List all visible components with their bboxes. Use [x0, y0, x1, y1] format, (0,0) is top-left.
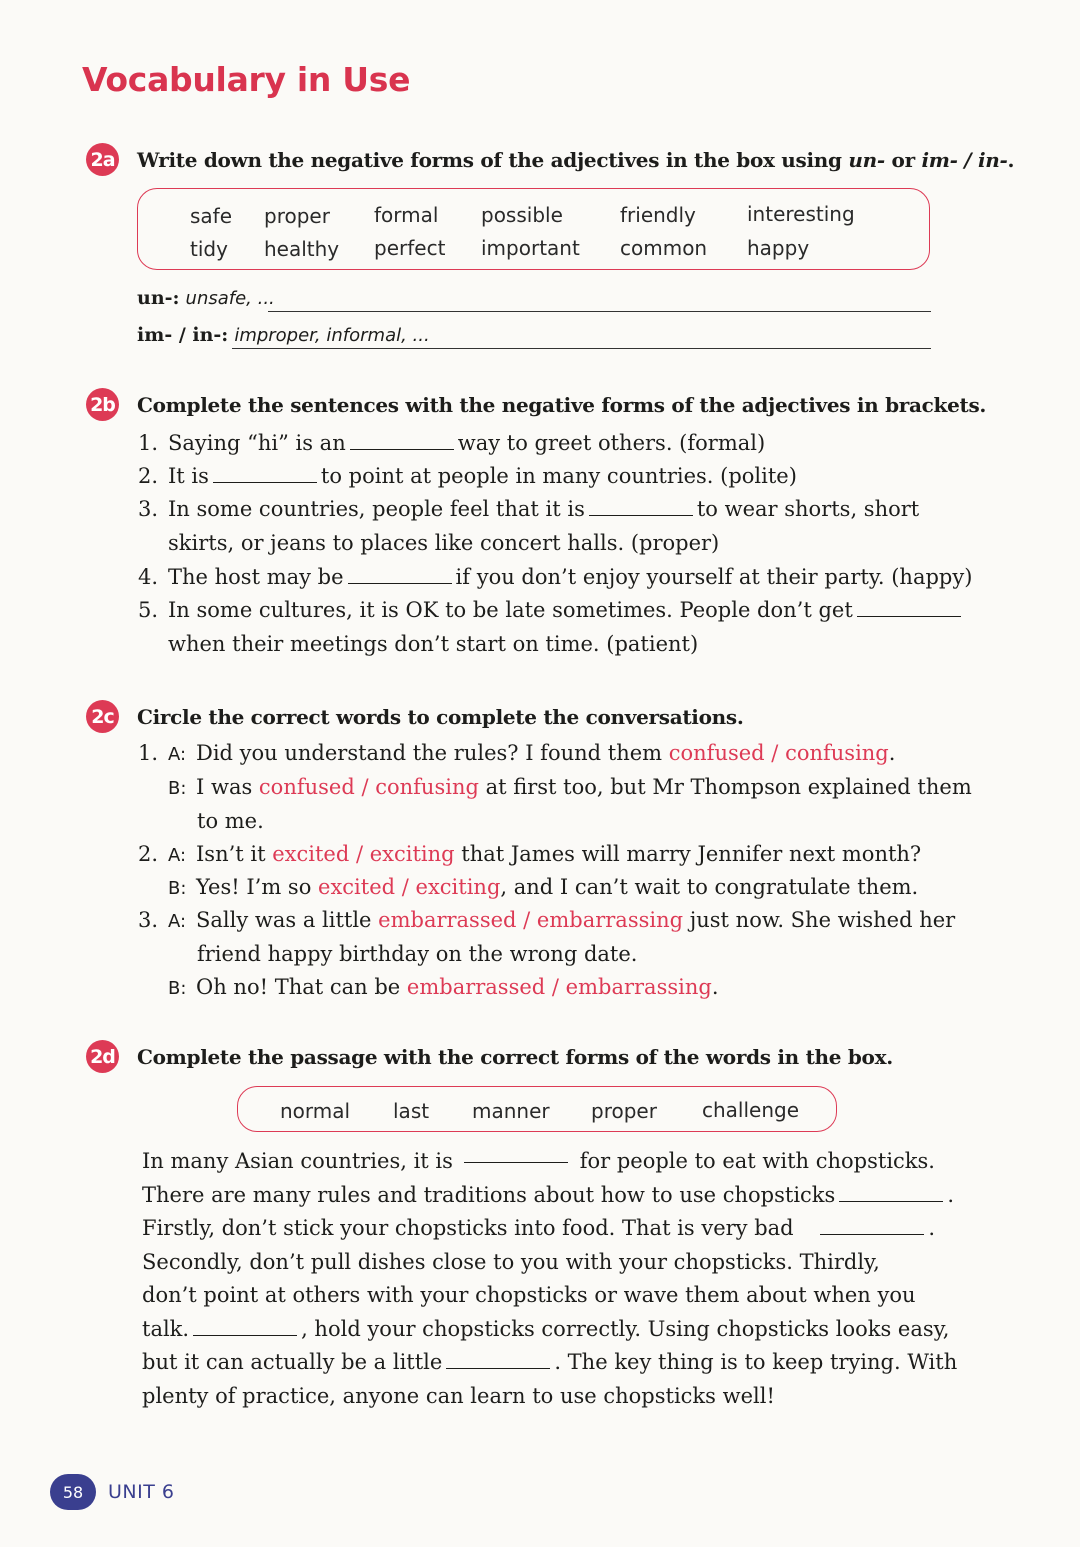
exercise-instruction: Complete the passage with the correct forms of the words in the box. — [137, 1044, 893, 1069]
answer-blank[interactable] — [193, 1318, 297, 1336]
question-5: 5. In some cultures, it is OK to be late sometimes. People don’t get — [138, 594, 965, 627]
answer-blank[interactable] — [350, 432, 454, 450]
word-item: proper — [591, 1099, 657, 1123]
passage-line: talk. , hold your chopsticks correctly. Using chopsticks looks easy, — [142, 1316, 950, 1341]
answer-blank[interactable] — [857, 599, 961, 617]
word-item: safe — [190, 204, 233, 228]
question-5-cont: when their meetings don’t start on time. (patient) — [168, 632, 699, 656]
word-item: challenge — [702, 1098, 800, 1122]
question-1: 1. Saying “hi” is an way to greet others. (formal) — [138, 431, 766, 455]
un-answer-line: un-: unsafe, ... — [137, 287, 275, 309]
choice-option[interactable]: embarrassing — [565, 975, 712, 999]
word-item: interesting — [747, 202, 855, 226]
choice-option[interactable]: confused — [258, 775, 355, 799]
word-item: friendly — [620, 203, 696, 227]
conversation-2-a: 2. A: Isn’t it excited / exciting that James will marry Jennifer next month? — [138, 842, 922, 866]
conversation-2-b: B: Yes! I’m so excited / exciting, and I can’t wait to congratulate them. — [168, 875, 919, 899]
choice-option[interactable]: excited — [318, 875, 396, 899]
word-item: possible — [481, 203, 563, 227]
exercise-badge: 2d — [86, 1040, 119, 1073]
answer-rule — [232, 348, 931, 349]
conversation-1-b: B: I was confused / confusing at first too, but Mr Thompson explained them — [168, 775, 972, 799]
exercise-2c-header — [86, 700, 744, 733]
passage-line: In many Asian countries, it is for people to eat with chopsticks. — [142, 1145, 935, 1179]
word-item: healthy — [264, 237, 340, 261]
conversation-3-a: 3. A: Sally was a little embarrassed / embarrassing just now. She wished her — [138, 908, 956, 932]
question-3-cont: skirts, or jeans to places like concert halls. (proper) — [168, 531, 720, 555]
page-footer — [50, 1474, 174, 1510]
question-4: 4. The host may be if you don’t enjoy yourself at their party. (happy) — [138, 565, 973, 589]
word-item: formal — [374, 203, 439, 227]
passage-line: Firstly, don’t stick your chopsticks into food. That is very bad . — [142, 1216, 935, 1240]
choice-option[interactable]: embarrassed — [406, 975, 546, 999]
exercise-2b-header — [86, 388, 986, 421]
word-item: last — [393, 1099, 430, 1123]
word-item: proper — [264, 204, 330, 228]
word-box — [137, 188, 930, 270]
unit-label: UNIT 6 — [108, 1481, 175, 1503]
section-title: Vocabulary in Use — [82, 60, 411, 99]
conversation-1-b-cont: to me. — [197, 809, 264, 833]
exercise-badge: 2a — [86, 143, 119, 176]
word-item: tidy — [190, 237, 228, 261]
im-in-answer-line: im- / in-: improper, informal, ... — [137, 324, 430, 346]
passage-line: Secondly, don’t pull dishes close to you with your chopsticks. Thirdly, — [142, 1249, 880, 1274]
page-number: 58 — [50, 1474, 96, 1510]
choice-option[interactable]: exciting — [415, 875, 501, 899]
exercise-badge: 2c — [86, 700, 119, 733]
answer-blank[interactable] — [348, 566, 452, 584]
word-item: important — [481, 236, 580, 260]
choice-option[interactable]: exciting — [369, 842, 455, 866]
answer-blank[interactable] — [820, 1217, 924, 1235]
exercise-2d-header — [86, 1040, 893, 1073]
answer-blank[interactable] — [213, 465, 317, 483]
question-3: 3. In some countries, people feel that it is to wear shorts, short — [138, 497, 920, 521]
choice-option[interactable]: confused — [668, 741, 765, 765]
word-item: happy — [747, 236, 810, 260]
answer-rule — [268, 311, 931, 312]
word-item: normal — [280, 1099, 351, 1123]
exercise-badge: 2b — [86, 388, 119, 421]
answer-blank[interactable] — [464, 1145, 568, 1163]
question-2: 2. It is to point at people in many countries. (polite) — [138, 464, 797, 488]
choice-option[interactable]: excited — [272, 842, 350, 866]
exercise-instruction: Complete the sentences with the negative forms of the adjectives in brackets. — [137, 392, 987, 417]
passage-line: don’t point at others with your chopsticks or wave them about when you — [142, 1283, 916, 1307]
choice-option[interactable]: confusing — [785, 741, 889, 765]
passage-line: but it can actually be a little . The key thing is to keep trying. With — [142, 1350, 958, 1374]
exercise-2a-header — [86, 143, 1014, 176]
passage — [142, 1145, 958, 1413]
exercise-instruction: Circle the correct words to complete the conversations. — [137, 704, 744, 729]
word-item: common — [620, 236, 708, 260]
word-box — [237, 1086, 837, 1132]
passage-line: There are many rules and traditions about how to use chopsticks . — [142, 1182, 954, 1207]
conversation-3-b: B: Oh no! That can be embarrassed / embarrassing. — [168, 975, 719, 999]
word-item: manner — [472, 1099, 550, 1123]
answer-blank[interactable] — [446, 1351, 550, 1369]
exercise-instruction: Write down the negative forms of the adjectives in the box using un- or im- / in-. — [137, 147, 1015, 172]
conversation-3-a-cont: friend happy birthday on the wrong date. — [197, 942, 638, 966]
answer-blank[interactable] — [839, 1184, 943, 1202]
choice-option[interactable]: embarrassed — [378, 908, 517, 932]
word-item: perfect — [374, 236, 446, 260]
passage-line: plenty of practice, anyone can learn to use chopsticks well! — [142, 1383, 775, 1408]
choice-option[interactable]: confusing — [375, 775, 479, 799]
answer-blank[interactable] — [589, 498, 693, 516]
choice-option[interactable]: embarrassing — [536, 908, 684, 932]
conversation-1-a: 1. A: Did you understand the rules? I found them confused / confusing. — [138, 741, 896, 765]
